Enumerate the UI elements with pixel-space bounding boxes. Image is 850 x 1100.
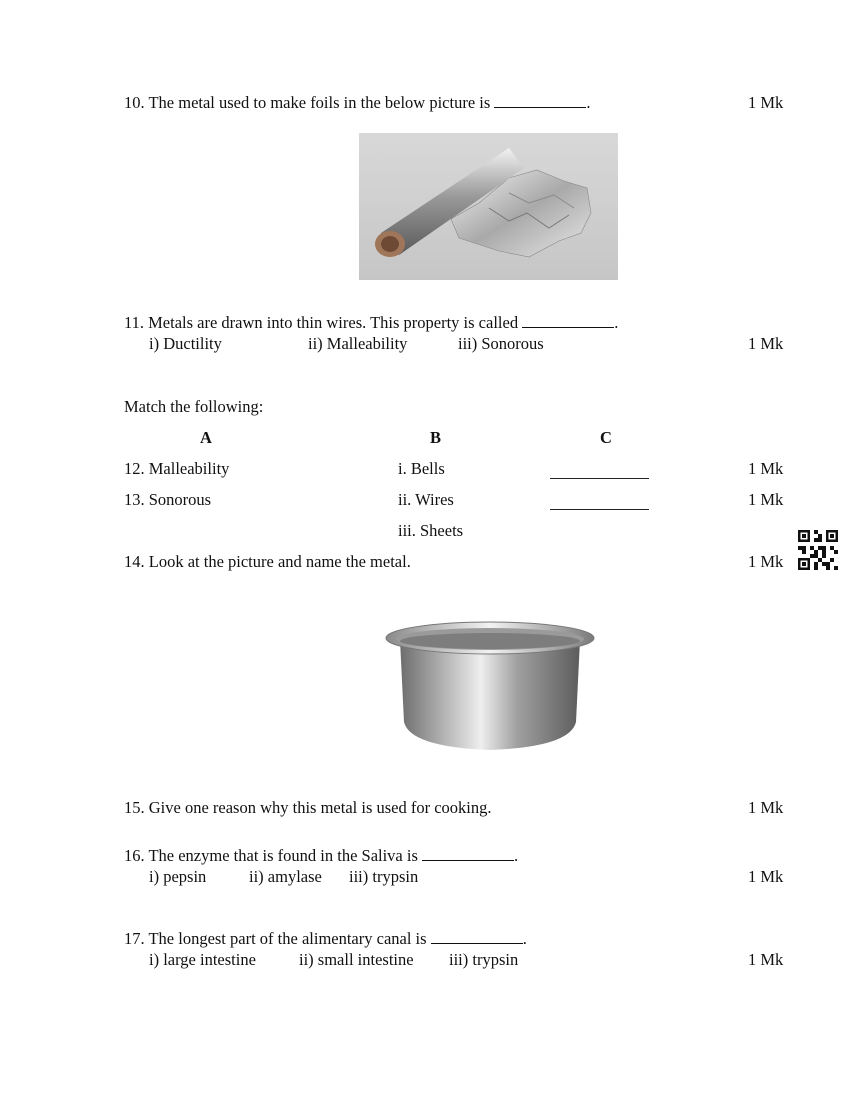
q11-option-3[interactable]: iii) Sonorous [458,334,544,353]
q16-end: . [514,846,519,865]
q16-option-3[interactable]: iii) trypsin [349,867,419,886]
q11-question [124,313,618,333]
q16-text: 16. The enzyme that is found in the Saliva is [124,846,423,865]
match-heading: Match the following: [124,397,264,416]
q17-option-3[interactable]: iii) trypsin [449,950,519,969]
q12-answer-line[interactable] [550,477,649,479]
match-column-b-header: B [430,428,442,447]
q17-option-2[interactable]: ii) small intestine [299,950,414,969]
q16-marks: 1 Mk [748,867,784,886]
q11-text: 11. Metals are drawn into thin wires. This property is called [124,313,523,332]
q15-question: 15. Give one reason why this metal is used for cooking. [124,798,492,817]
q16-blank[interactable] [422,846,514,861]
match-option-wires: ii. Wires [398,490,454,509]
match-option-bells: i. Bells [398,459,445,478]
q13-answer-line[interactable] [550,508,649,510]
q11-blank[interactable] [522,313,614,328]
match-column-a-header: A [200,428,212,447]
qr-code [798,530,838,570]
q10-question [124,93,591,113]
q11-marks: 1 Mk [748,334,784,353]
q13-term: 13. Sonorous [124,490,212,509]
q16-option-2[interactable]: ii) amylase [249,867,322,886]
q17-question [124,929,527,949]
q17-blank[interactable] [431,929,523,944]
q17-end: . [522,929,527,948]
q17-text: 17. The longest part of the alimentary canal is [124,929,431,948]
q15-marks: 1 Mk [748,798,784,817]
q12-marks: 1 Mk [748,459,784,478]
foil-roll-illustration [359,133,618,280]
q14-question: 14. Look at the picture and name the metal. [124,552,411,571]
cooking-pot-illustration [380,612,600,757]
q16-option-1[interactable]: i) pepsin [149,867,207,886]
q17-option-1[interactable]: i) large intestine [149,950,256,969]
q10-marks: 1 Mk [748,93,784,112]
foil-roll-image [359,133,618,280]
q13-marks: 1 Mk [748,490,784,509]
q11-end: . [614,313,619,332]
q11-option-1[interactable]: i) Ductility [149,334,222,353]
q10-end: . [586,93,591,112]
cooking-pot-image [380,612,600,757]
q17-marks: 1 Mk [748,950,784,969]
q14-marks: 1 Mk [748,552,784,571]
match-column-c-header: C [600,428,612,447]
q10-blank[interactable] [494,93,586,108]
match-option-sheets: iii. Sheets [398,521,464,540]
q12-term: 12. Malleability [124,459,230,478]
q16-question [124,846,518,866]
q11-option-2[interactable]: ii) Malleability [308,334,408,353]
q10-text: 10. The metal used to make foils in the below picture is [124,93,495,112]
